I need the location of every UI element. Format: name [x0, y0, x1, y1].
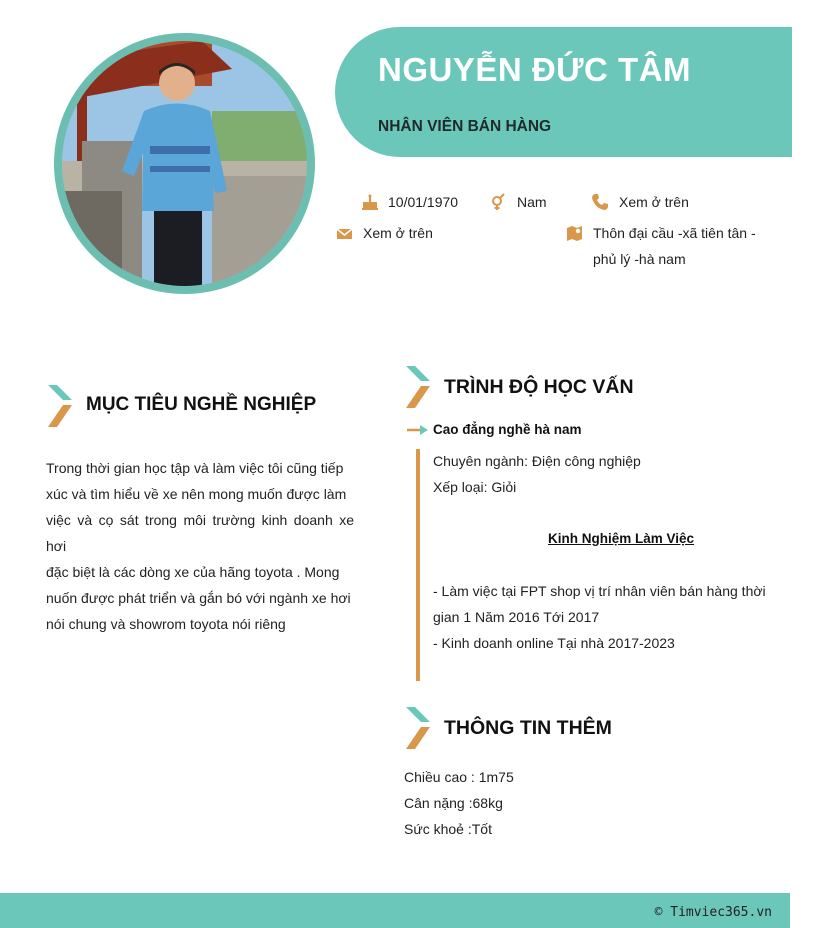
gender-value: Nam	[517, 194, 547, 210]
major: Chuyên ngành: Điện công nghiệp	[433, 453, 641, 469]
footer-bar	[0, 893, 790, 928]
objective-line: đặc biệt là các dòng xe của hãng toyota . Mong	[46, 564, 340, 580]
job-title: NHÂN VIÊN BÁN HÀNG	[378, 118, 552, 135]
objective-line: xúc và tìm hiểu về xe nên mong muốn được làm	[46, 486, 347, 502]
arrow-right-icon	[407, 423, 429, 437]
school-name: Cao đẳng nghề hà nam	[433, 422, 582, 437]
objective-title: MỤC TIÊU NGHỀ NGHIỆP	[86, 394, 317, 415]
education-title: TRÌNH ĐỘ HỌC VẤN	[444, 376, 634, 398]
weight-value: Cân nặng :68kg	[404, 795, 503, 811]
chevron-icon	[48, 385, 74, 427]
address-line-2: phủ lý -hà nam	[593, 251, 686, 267]
phone-value: Xem ở trên	[619, 194, 689, 210]
objective-paragraph	[46, 455, 354, 637]
avatar-ring	[54, 33, 315, 294]
education-divider	[416, 449, 420, 681]
avatar-photo	[62, 41, 307, 286]
birthday-cake-icon	[361, 193, 379, 211]
extra-title: THÔNG TIN THÊM	[444, 717, 612, 739]
objective-line: nói chung và showrom toyota nói riêng	[46, 616, 286, 632]
objective-line: việc và cọ sát trong môi trường kinh doanh xe hơi	[46, 512, 354, 554]
experience-line: - Làm việc tại FPT shop vị trí nhân viên bán hàng thời	[433, 583, 766, 599]
health-value: Sức khoẻ :Tốt	[404, 821, 492, 837]
header-band	[335, 27, 792, 157]
address-line-1: Thôn đại cầu -xã tiên tân -	[593, 225, 756, 241]
avatar	[62, 41, 307, 286]
objective-line: Trong thời gian học tập và làm việc tôi cũng tiếp	[46, 460, 344, 476]
experience-line: gian 1 Năm 2016 Tới 2017	[433, 609, 600, 625]
height-value: Chiều cao : 1m75	[404, 769, 514, 785]
objective-line: nuốn được phát triển và gắn bó với ngành xe hơi	[46, 590, 351, 606]
email-value: Xem ở trên	[363, 225, 433, 241]
envelope-icon	[336, 225, 354, 243]
experience-title: Kinh Nghiệm Làm Việc	[548, 531, 695, 546]
chevron-icon	[406, 707, 432, 749]
experience-line: - Kinh doanh online Tại nhà 2017-2023	[433, 635, 675, 651]
birthday-value: 10/01/1970	[388, 194, 459, 210]
phone-icon	[591, 193, 609, 211]
chevron-icon	[406, 366, 432, 408]
map-marker-icon	[566, 224, 584, 242]
candidate-name: NGUYỄN ĐỨC TÂM	[378, 51, 692, 88]
footer-credit-link[interactable]: © Timviec365.vn	[654, 905, 772, 920]
grade: Xếp loại: Giỏi	[433, 479, 517, 495]
gender-icon	[489, 193, 507, 211]
